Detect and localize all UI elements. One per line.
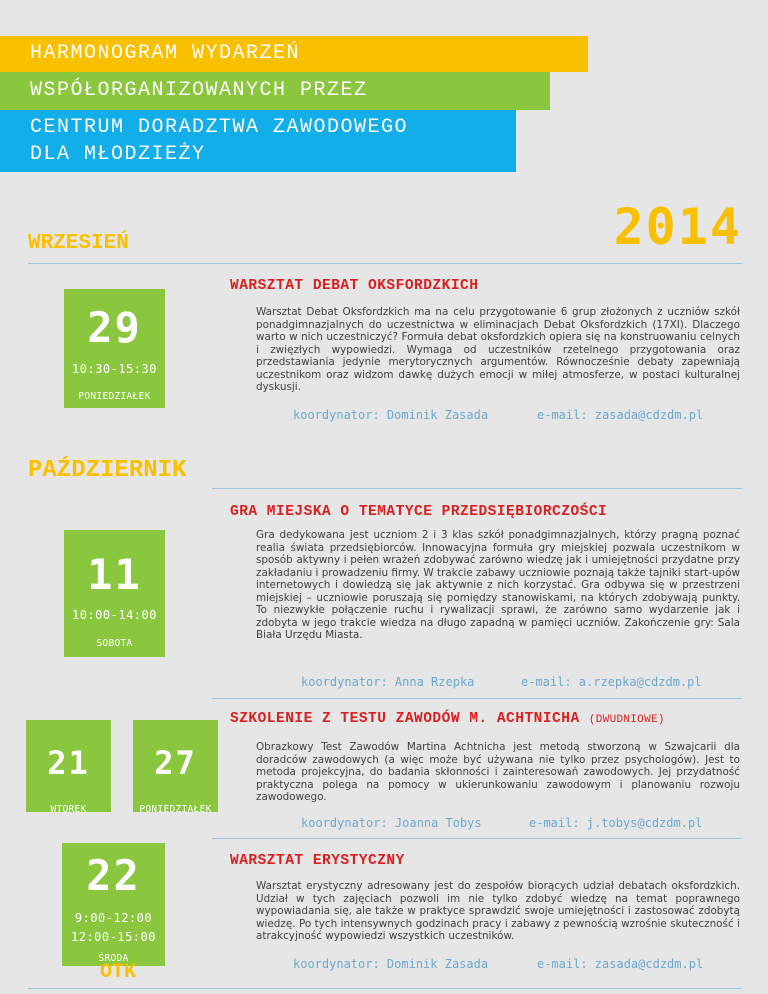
event-title-gra-miejska: GRA MIEJSKA O TEMATYCE PRZEDSIĘBIORCZOŚCI (230, 504, 608, 520)
header-line-1: HARMONOGRAM WYDARZEŃ (30, 42, 301, 65)
header-band-green (0, 72, 550, 110)
date-weekday: ŚRODA (98, 953, 129, 964)
date-weekday: PONIEDZIAŁEK (139, 804, 212, 815)
event-description: Obrazkowy Test Zawodów Martina Achtnicha jest metodą stworzoną w Szwajcarii dla doradców zawodowych (a więc może być używana nie tylko przez psychologów). Jest to metoda projekcyjna, do badania skłonności i zainteresowań zawodowych. Jej przydatność praktyczna polega na pomocy w ukierunkowaniu zawodowym i planowaniu rozwoju zawodowego. (256, 741, 740, 803)
date-box-29 (64, 289, 165, 408)
event-title-erystyka: WARSZTAT ERYSTYCZNY (230, 853, 405, 869)
date-time: 10:00-14:00 (72, 608, 157, 622)
otk-label: OTK (100, 961, 137, 984)
event-title-debaty: WARSZTAT DEBAT OKSFORDZKICH (230, 278, 479, 294)
month-october: PAŹDZIERNIK (28, 457, 187, 484)
email-link[interactable]: e-mail: zasada@cdzdm.pl (537, 957, 704, 971)
header-line-2: WSPÓŁORGANIZOWANYCH PRZEZ (30, 79, 368, 102)
event-title-note: (DWUDNIOWE) (588, 714, 665, 726)
date-day: 29 (87, 303, 142, 352)
date-day: 22 (86, 851, 141, 900)
divider-october (212, 488, 742, 489)
email-link[interactable]: e-mail: a.rzepka@cdzdm.pl (521, 675, 702, 689)
coordinator-label: koordynator: Dominik Zasada (293, 408, 489, 422)
header-band-blue (0, 110, 516, 172)
month-september: WRZESIEŃ (28, 232, 129, 255)
date-box-27 (133, 720, 218, 815)
date-time-1: 9:00-12:00 (74, 911, 153, 925)
date-time: 10:30-15:30 (72, 362, 157, 376)
event-description: Warsztat erystyczny adresowany jest do zespołów biorących udział debatach oksfordzkich. Udział w tych zajęciach pozwoli im nie tylko zdobyć wiedzę na temat poprawnego wypowiadania się, ale także w praktyce sprawdzić swoje umiejętności i zastosować zdobytą wiedzę. Po tych intensywnych godzinach pracy i zabawy z pewnością wzrośnie skuteczność i atrakcyjność wypowiedzi wszystkich uczestników. (256, 880, 740, 942)
coordinator-label: koordynator: Joanna Tobys (301, 816, 482, 830)
date-day: 11 (87, 550, 142, 599)
event-description: Warsztat Debat Oksfordzkich ma na celu przygotowanie 6 grup złożonych z uczniów szkół ponadgimnazjalnych do uczestnictwa w eliminacjach Debat Oksfordzkich (17XI). Dlaczego warto w nich uczestniczyć? Formuła debat oksfordzkich opiera się na konstruowaniu celnych i zwięzłych wypowiedzi. Wymaga od uczestników rzetelnego przygotowania oraz przedstawiania jedynie merytorycznych argumentów. Równocześnie debaty zapewniają uczestnikom oraz widzom dawkę dużych emocji w miłej atmosferze, w postaci kulturalnej dyskusji. (256, 306, 740, 393)
coordinator-label: koordynator: Dominik Zasada (293, 957, 489, 971)
date-time-2: 12:00-15:00 (71, 930, 156, 944)
event-title-szkolenie (230, 711, 665, 727)
email-link[interactable]: e-mail: j.tobys@cdzdm.pl (529, 816, 703, 830)
coordinator-label: koordynator: Anna Rzepka (301, 675, 475, 689)
header-band-yellow (0, 36, 588, 72)
header-line-3: CENTRUM DORADZTWA ZAWODOWEGO (30, 116, 409, 139)
date-weekday: SOBOTA (96, 638, 133, 649)
event-title-text: SZKOLENIE Z TESTU ZAWODÓW M. ACHTNICHA (230, 711, 580, 727)
date-box-22 (62, 843, 165, 966)
year-label: 2014 (613, 198, 742, 256)
divider-september (28, 263, 742, 264)
divider (212, 698, 742, 699)
divider-bottom (28, 988, 742, 989)
email-link[interactable]: e-mail: zasada@cdzdm.pl (537, 408, 704, 422)
divider (212, 838, 742, 839)
event-description: Gra dedykowana jest uczniom 2 i 3 klas szkół ponadgimnazjalnych, którzy pragną poznać realia świata przedsiębiorców. Innowacyjna formuła gry miejskiej pozwala uczestnikom w sposób aktywny i pełen wrażeń zdobywać zarówno wiedzę jak i umiejętności przydatne przy zakładaniu i prowadzeniu firmy. W trakcie zabawy uczniowie poznają także tajniki start-upów internetowych i dowiedzą się jak aktywnie z nich korzystać. Gra odbywa się w przestrzeni miejskiej – uczniowie poruszają się pomiędzy stanowiskami, na których zdobywają punkty. To niezwykłe połączenie ruchu i rywalizacji sprawi, że zarówno samo wydarzenie jak i zdobyta w jego trakcie wiedza na długo zapadną w pamięci uczniów. Zakończenie gry: Sala Biała Urzędu Miasta. (256, 529, 740, 641)
date-day: 21 (47, 744, 90, 782)
date-weekday: PONIEDZIAŁEK (78, 391, 151, 402)
date-weekday: WTOREK (50, 804, 87, 815)
date-box-11 (64, 530, 165, 657)
date-day: 27 (154, 744, 197, 782)
date-box-21 (26, 720, 111, 815)
header-line-4: DLA MŁODZIEŻY (30, 143, 206, 166)
